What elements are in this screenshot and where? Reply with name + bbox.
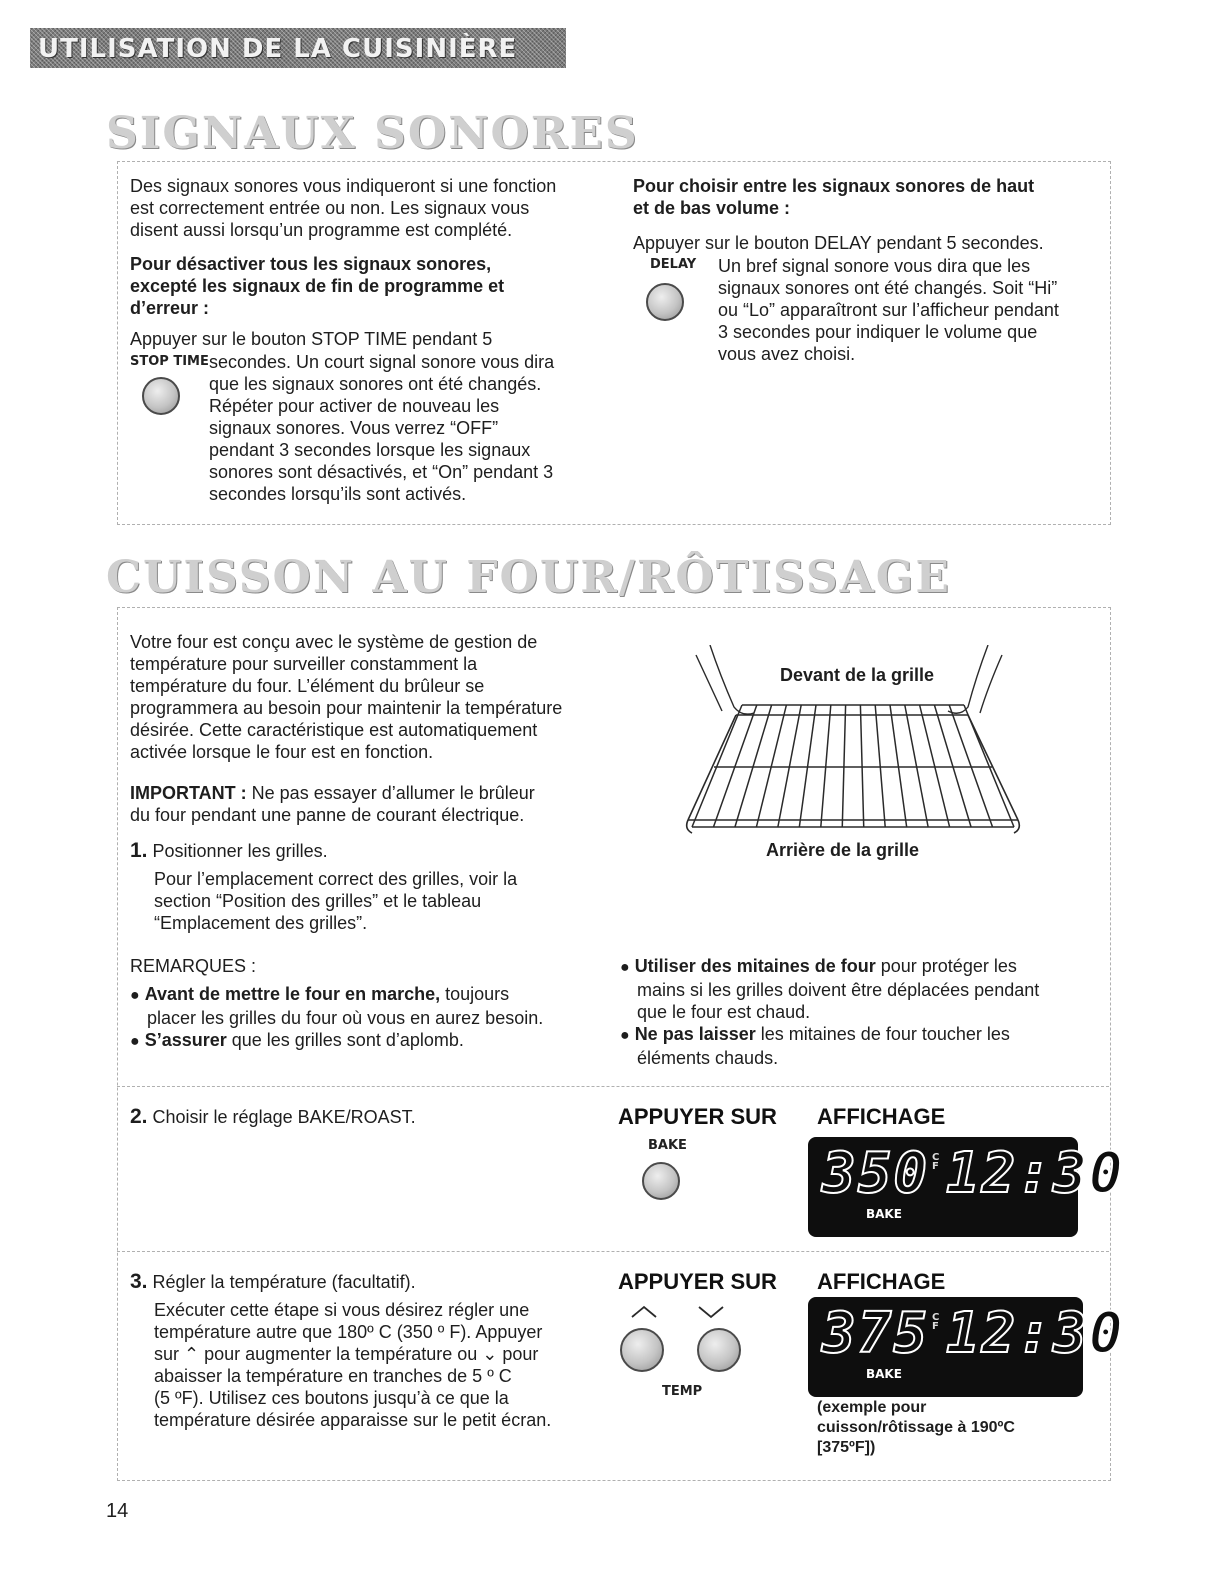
list-item: ● Utiliser des mitaines de four pour protéger les [620, 956, 1017, 976]
deactivate-first-line: Appuyer sur le bouton STOP TIME pendant 5 [130, 329, 493, 349]
step1-number: 1. [130, 839, 148, 862]
delay-label: DELAY [650, 257, 697, 272]
rack-bar [860, 705, 863, 827]
rack-bar [875, 705, 885, 827]
rack-back-label: Arrière de la grille [766, 840, 920, 860]
important-note: IMPORTANT : Ne pas essayer d’allumer le brûleur du four pendant une panne de courant électrique. [130, 783, 535, 825]
list-item: ● Ne pas laisser les mitaines de four toucher les [620, 1024, 1010, 1044]
volume-first-line: Appuyer sur le bouton DELAY pendant 5 secondes. [633, 233, 1044, 253]
rack-bar [821, 705, 831, 827]
stop-time-button[interactable] [142, 377, 180, 415]
remarques-list-right: ● Utiliser des mitaines de four pour protéger les mains si les grilles doivent être déplacées pendant que le four est chaud. ● Ne pas laisser les mitaines de four toucher les éléments chauds. [620, 955, 1100, 1069]
remarques-list-left: ● Avant de mettre le four en marche, toujours placer les grilles du four où vous en aurez besoin. ● S’assurer que les grilles sont d’aplomb. [130, 983, 610, 1053]
step3-detail: Exécuter cette étape si vous désirez régler une température autre que 180º C (350 º F). Appuyer sur ⌃ pour augmenter la température ou ⌄ pour abaisser la température en tranches de 5 º C (5 ºF). Utilisez ces boutons jusqu’à ce que la température désirée apparaisse sur le petit écran. [154, 1300, 552, 1430]
display-time: 12:30 [946, 1141, 1125, 1206]
section-title-cuisson: CUISSON AU FOUR/RÔTISSAGE [106, 552, 951, 603]
rack-bar [890, 705, 907, 827]
bake-label: BAKE [648, 1138, 687, 1153]
cuisson-intro: Votre four est conçu avec le système de gestion de température pour surveiller constamment la température du four. L’élément du brûleur se programmera au besoin pour maintenir la température désirée. Cette caractéristique est automatiquement activée lorsque le four est en fonction. [130, 632, 563, 762]
display-mode: BAKE [866, 1207, 902, 1221]
divider-step2 [117, 1086, 1109, 1087]
display-temperature: 375 [822, 1301, 930, 1366]
display-heading-1: AFFICHAGE [817, 1104, 946, 1129]
chevron-down-icon [695, 1304, 727, 1320]
unit-indicator: C F [932, 1152, 940, 1172]
display-time: 12:30 [946, 1301, 1125, 1366]
stop-time-label: STOP TIME [130, 354, 209, 369]
step2: 2. Choisir le réglage BAKE/ROAST. [130, 1105, 416, 1128]
rack-bar [842, 705, 845, 827]
temp-up-button[interactable] [620, 1328, 664, 1372]
volume-body: Un bref signal sonore vous dira que les signaux sonores ont été changés. Soit “Hi” ou “Lo” apparaîtront sur l’afficheur pendant 3 secondes pour indiquer le volume que vous avez choisi. [718, 256, 1059, 364]
oven-display-temp-adjust [808, 1297, 1125, 1397]
banner-title: UTILISATION DE LA CUISINIÈRE [38, 34, 518, 64]
deactivate-body: secondes. Un court signal sonore vous dira que les signaux sonores ont été changés. Répéter pour activer de nouveau les signaux sonores. Vous verrez “OFF” pendant 3 secondes lorsque les signaux sonores sont désactivés, et “On” pendant 3 secondes lorsqu’ils sont activés. [209, 352, 555, 504]
list-item: ● S’assurer que les grilles sont d’aplomb. [130, 1030, 464, 1050]
unit-indicator: C F [932, 1312, 940, 1332]
step3-number: 3. [130, 1270, 148, 1293]
section-title-signaux: SIGNAUX SONORES [106, 108, 639, 159]
display-mode: BAKE [866, 1367, 902, 1381]
chapter-banner [30, 28, 566, 68]
display-temperature: 350 [822, 1141, 930, 1206]
display-heading-2: AFFICHAGE [817, 1269, 946, 1294]
step1-detail: Pour l’emplacement correct des grilles, voir la section “Position des grilles” et le tableau “Emplacement des grilles”. [154, 869, 518, 933]
deactivate-heading: Pour désactiver tous les signaux sonores, excepté les signaux de fin de programme et d’erreur : [130, 254, 505, 318]
signaux-intro: Des signaux sonores vous indiqueront si une fonction est correctement entrée ou non. Les signaux vous disent aussi lorsqu’un programme est complété. [130, 176, 557, 240]
press-heading-1: APPUYER SUR [618, 1104, 777, 1129]
rack-front-label: Devant de la grille [776, 665, 938, 686]
page-number: 14 [106, 1500, 129, 1522]
example-caption: (exemple pour cuisson/rôtissage à 190ºC [375ºF]) [817, 1399, 1015, 1456]
chevron-up-icon [628, 1304, 660, 1320]
list-item: ● Avant de mettre le four en marche, toujours [130, 984, 510, 1004]
delay-button[interactable] [646, 283, 684, 321]
bake-button[interactable] [642, 1162, 680, 1200]
step3: 3. Régler la température (facultatif). [130, 1270, 416, 1293]
divider-step3 [117, 1251, 1109, 1252]
temp-down-button[interactable] [697, 1328, 741, 1372]
rack-bar [934, 705, 971, 827]
volume-heading: Pour choisir entre les signaux sonores de haut et de bas volume : [633, 176, 1035, 218]
press-heading-2: APPUYER SUR [618, 1269, 777, 1294]
rack-bar [799, 705, 816, 827]
rack-bar [735, 705, 772, 827]
temp-label: TEMP [662, 1384, 703, 1399]
remarques-heading: REMARQUES : [130, 956, 257, 976]
step2-number: 2. [130, 1105, 148, 1128]
oven-display-bake [808, 1137, 1125, 1237]
step1: 1. Positionner les grilles. [130, 839, 328, 862]
